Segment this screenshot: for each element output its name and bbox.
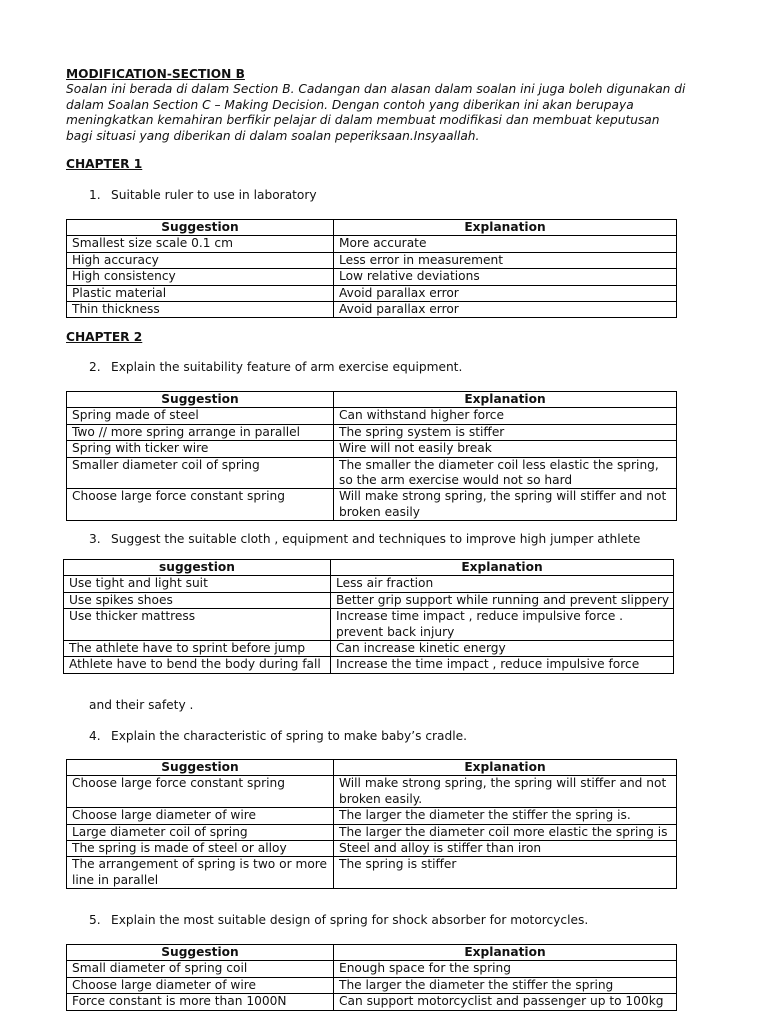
suggestion-cell: Use tight and light suit: [64, 576, 331, 592]
table-row: [67, 236, 677, 252]
table-row: [67, 424, 677, 440]
explanation-cell: The larger the diameter coil more elastic the spring is: [334, 824, 677, 840]
suggestion-cell: Choose large diameter of wire: [67, 808, 334, 824]
table-row: [67, 302, 677, 318]
explanation-cell: More accurate: [334, 236, 677, 252]
question-text: Suggest the suitable cloth , equipment and techniques to improve high jumper athlete: [111, 532, 641, 546]
document-title: MODIFICATION-SECTION B: [66, 67, 245, 81]
question-text: Suitable ruler to use in laboratory: [111, 188, 317, 202]
explanation-cell: Increase time impact , reduce impulsive force . prevent back injury: [331, 609, 674, 641]
table-row: [67, 994, 677, 1010]
table-row: [67, 977, 677, 993]
table-header-row: [64, 560, 674, 576]
column-header-suggestion: Suggestion: [67, 392, 334, 408]
question-text: Explain the most suitable design of spring for shock absorber for motorcycles.: [111, 913, 589, 927]
table-q3: [63, 559, 674, 674]
suggestion-cell: Choose large force constant spring: [67, 776, 334, 808]
explanation-cell: Enough space for the spring: [334, 961, 677, 977]
suggestion-cell: Smallest size scale 0.1 cm: [67, 236, 334, 252]
table-row: [64, 641, 674, 657]
table-row: [67, 961, 677, 977]
table-row: [67, 776, 677, 808]
table-row: [67, 252, 677, 268]
explanation-cell: Can increase kinetic energy: [331, 641, 674, 657]
question-number: 5.: [89, 913, 101, 927]
table-header-row: [67, 945, 677, 961]
question-number: 4.: [89, 729, 101, 743]
question-3-continuation: and their safety .: [89, 698, 194, 712]
question-number: 2.: [89, 360, 101, 374]
suggestion-cell: Plastic material: [67, 285, 334, 301]
column-header-suggestion: Suggestion: [67, 760, 334, 776]
column-header-explanation: Explanation: [334, 945, 677, 961]
chapter-1-heading: CHAPTER 1: [66, 157, 143, 171]
suggestion-cell: The spring is made of steel or alloy: [67, 841, 334, 857]
explanation-cell: The larger the diameter the stiffer the spring is.: [334, 808, 677, 824]
explanation-cell: Can support motorcyclist and passenger up to 100kg: [334, 994, 677, 1010]
suggestion-cell: Two // more spring arrange in parallel: [67, 424, 334, 440]
column-header-explanation: Explanation: [334, 392, 677, 408]
column-header-explanation: Explanation: [334, 220, 677, 236]
table-row: [64, 609, 674, 641]
explanation-cell: Steel and alloy is stiffer than iron: [334, 841, 677, 857]
suggestion-cell: Force constant is more than 1000N: [67, 994, 334, 1010]
suggestion-cell: Choose large force constant spring: [67, 489, 334, 521]
table-row: [67, 857, 677, 889]
suggestion-cell: Spring with ticker wire: [67, 441, 334, 457]
table-header-row: [67, 392, 677, 408]
table-row: [67, 841, 677, 857]
explanation-cell: Increase the time impact , reduce impulsive force: [331, 657, 674, 673]
suggestion-cell: Use spikes shoes: [64, 592, 331, 608]
suggestion-cell: Thin thickness: [67, 302, 334, 318]
table-q4: [66, 759, 677, 889]
explanation-cell: Better grip support while running and prevent slippery: [331, 592, 674, 608]
question-3: [89, 532, 640, 548]
question-2: [89, 360, 462, 376]
explanation-cell: Can withstand higher force: [334, 408, 677, 424]
explanation-cell: Will make strong spring, the spring will stiffer and not broken easily: [334, 489, 677, 521]
suggestion-cell: Athlete have to bend the body during fall: [64, 657, 331, 673]
column-header-suggestion: Suggestion: [67, 220, 334, 236]
table-row: [67, 489, 677, 521]
column-header-suggestion: Suggestion: [67, 945, 334, 961]
table-row: [67, 808, 677, 824]
table-row: [67, 457, 677, 489]
explanation-cell: Less error in measurement: [334, 252, 677, 268]
table-row: [67, 824, 677, 840]
explanation-cell: Avoid parallax error: [334, 302, 677, 318]
question-text: Explain the suitability feature of arm exercise equipment.: [111, 360, 463, 374]
explanation-cell: The larger the diameter the stiffer the spring: [334, 977, 677, 993]
suggestion-cell: Large diameter coil of spring: [67, 824, 334, 840]
column-header-explanation: Explanation: [331, 560, 674, 576]
explanation-cell: Wire will not easily break: [334, 441, 677, 457]
question-text: Explain the characteristic of spring to make baby’s cradle.: [111, 729, 468, 743]
table-row: [67, 408, 677, 424]
table-row: [67, 269, 677, 285]
suggestion-cell: High consistency: [67, 269, 334, 285]
table-q2: [66, 391, 677, 521]
suggestion-cell: Spring made of steel: [67, 408, 334, 424]
suggestion-cell: The arrangement of spring is two or more line in parallel: [67, 857, 334, 889]
suggestion-cell: Choose large diameter of wire: [67, 977, 334, 993]
intro-paragraph: Soalan ini berada di dalam Section B. Cadangan dan alasan dalam soalan ini juga boleh digunakan di dalam Soalan Section C – Making Decision. Dengan contoh yang diberikan ini akan berupaya meningkatkan kemahiran berfikir pelajar di dalam membuat modifikasi dan membuat keputusan bagi situasi yang diberikan di dalam soalan peperiksaan.Insyaallah.: [66, 82, 686, 143]
table-row: [67, 285, 677, 301]
chapter-2-heading: CHAPTER 2: [66, 330, 143, 344]
question-5: [89, 913, 588, 929]
suggestion-cell: High accuracy: [67, 252, 334, 268]
explanation-cell: The spring system is stiffer: [334, 424, 677, 440]
explanation-cell: The spring is stiffer: [334, 857, 677, 889]
explanation-cell: The smaller the diameter coil less elastic the spring, so the arm exercise would not so hard: [334, 457, 677, 489]
table-row: [67, 441, 677, 457]
suggestion-cell: Smaller diameter coil of spring: [67, 457, 334, 489]
explanation-cell: Low relative deviations: [334, 269, 677, 285]
column-header-explanation: Explanation: [334, 760, 677, 776]
table-row: [64, 657, 674, 673]
column-header-suggestion: suggestion: [64, 560, 331, 576]
explanation-cell: Avoid parallax error: [334, 285, 677, 301]
table-header-row: [67, 760, 677, 776]
table-header-row: [67, 220, 677, 236]
explanation-cell: Less air fraction: [331, 576, 674, 592]
suggestion-cell: The athlete have to sprint before jump: [64, 641, 331, 657]
question-4: [89, 729, 467, 745]
suggestion-cell: Small diameter of spring coil: [67, 961, 334, 977]
explanation-cell: Will make strong spring, the spring will stiffer and not broken easily.: [334, 776, 677, 808]
question-1: [89, 188, 317, 204]
question-number: 3.: [89, 532, 101, 546]
question-number: 1.: [89, 188, 101, 202]
suggestion-cell: Use thicker mattress: [64, 609, 331, 641]
table-q5: [66, 944, 677, 1011]
table-q1: [66, 219, 677, 318]
table-row: [64, 592, 674, 608]
table-row: [64, 576, 674, 592]
